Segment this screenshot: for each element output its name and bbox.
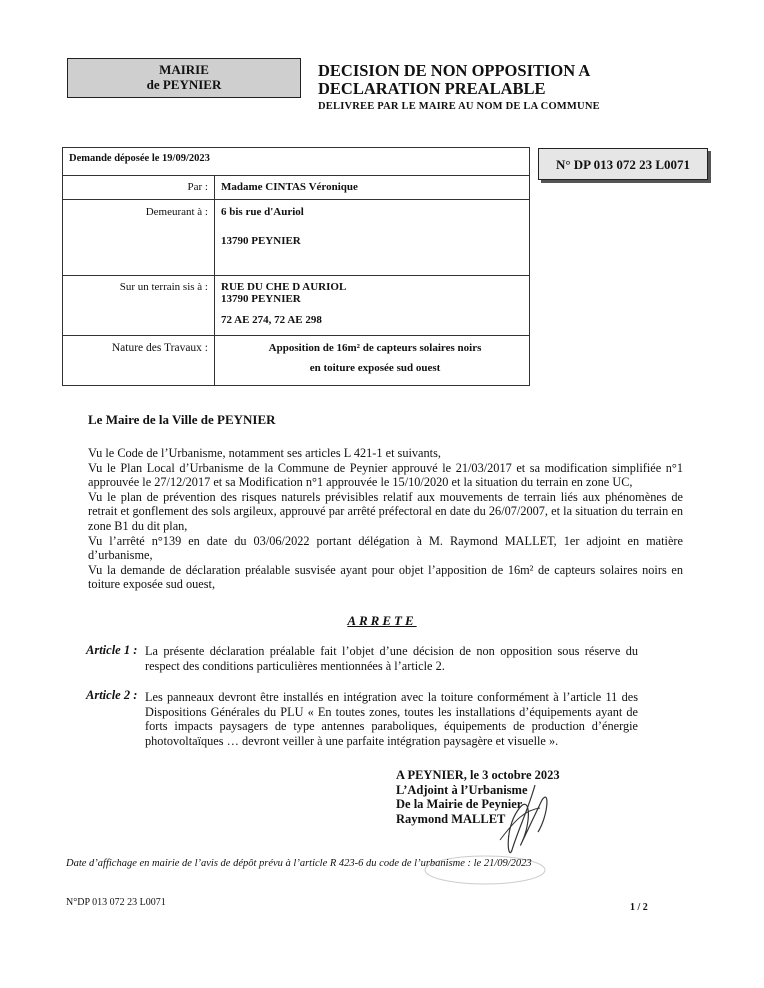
vu-plu: Vu le Plan Local d’Urbanisme de la Commune de Peynier approuvé le 21/03/2017 et sa modification simplifiée n°1 approuvée le 27/12/2017 et sa Modification n°1 approuvée le 15/10/2020 et la situation du terrain en zone UC, xyxy=(88,460,683,490)
title-line2: DECLARATION PREALABLE xyxy=(318,79,546,98)
dossier-number: N° DP 013 072 23 L0071 xyxy=(538,148,708,180)
demande-date: Demande déposée le 19/09/2023 xyxy=(63,148,530,176)
signature-title: L’Adjoint à l’Urbanisme xyxy=(396,782,528,797)
affichage-date: Date d’affichage en mairie de l’avis de dépôt prévu à l’article R 423-6 du code de l’urbanisme : le 21/09/2023 xyxy=(66,858,532,869)
signature-name: Raymond MALLET xyxy=(396,811,506,826)
title-subtitle: DELIVREE PAR LE MAIRE AU NOM DE LA COMMUNE xyxy=(318,101,600,112)
nature-value xyxy=(215,336,530,386)
article1-text: La présente déclaration préalable fait l’objet d’une décision de non opposition sous réserve du respect des conditions particulières mentionnées à l’article 2. xyxy=(145,644,638,673)
terrain-label: Sur un terrain sis à : xyxy=(63,276,215,336)
nature-label: Nature des Travaux : xyxy=(63,336,215,386)
vu-pprn: Vu le plan de prévention des risques naturels prévisibles relatif aux mouvements de terrain liés aux phénomènes de retrait et gonflement des sols argileux, approuvé par arrêté préfectoral en date du 26/07/2007, et la situation du terrain en zone B1 du dit plan, xyxy=(88,489,683,533)
page-number: 1 / 2 xyxy=(630,902,648,913)
signature-place-date: A PEYNIER, le 3 octobre 2023 xyxy=(396,768,560,782)
vu-code-urbanisme: Vu le Code de l’Urbanisme, notamment ses articles L 421-1 et suivants, xyxy=(88,446,441,460)
par-value: Madame CINTAS Véronique xyxy=(215,176,530,200)
nature-line1: Apposition de 16m² de capteurs solaires noirs xyxy=(268,342,482,354)
demeurant-label: Demeurant à : xyxy=(63,200,215,276)
terrain-city: 13790 PEYNIER xyxy=(221,293,301,305)
arrete-heading: ARRETE xyxy=(347,613,417,628)
demeurant-value xyxy=(215,200,530,276)
signature-mairie: De la Mairie de Peynier xyxy=(396,797,523,812)
document-title xyxy=(318,62,590,98)
mairie-line2: de PEYNIER xyxy=(146,77,222,92)
par-label: Par : xyxy=(63,176,215,200)
visas xyxy=(88,446,683,592)
article1-label: Article 1 : xyxy=(86,643,138,657)
demeurant-city: 13790 PEYNIER xyxy=(221,235,301,247)
handwritten-signature xyxy=(400,770,600,895)
vu-arrete-delegation: Vu l’arrêté n°139 en date du 03/06/2022 portant délégation à M. Raymond MALLET, 1er adjoint en matière d’urbanisme, xyxy=(88,533,683,563)
demande-table xyxy=(62,147,530,386)
title-line1: DECISION DE NON OPPOSITION A xyxy=(318,61,591,80)
footer-reference: N°DP 013 072 23 L0071 xyxy=(66,897,166,908)
terrain-parcels: 72 AE 274, 72 AE 298 xyxy=(221,314,322,326)
terrain-street: RUE DU CHE D AURIOL xyxy=(221,281,347,293)
nature-line2: en toiture exposée sud ouest xyxy=(309,362,441,374)
maire-heading: Le Maire de la Ville de PEYNIER xyxy=(88,412,276,427)
article2-label: Article 2 : xyxy=(86,688,138,702)
vu-demande: Vu la demande de déclaration préalable susvisée ayant pour objet l’apposition de 16m² de capteurs solaires noirs en toiture exposée sud ouest, xyxy=(88,562,683,592)
demeurant-street: 6 bis rue d'Auriol xyxy=(221,206,304,218)
mairie-line1: MAIRIE xyxy=(159,62,209,77)
article2-text: Les panneaux devront être installés en intégration avec la toiture conformément à l’article 11 des Dispositions Générales du PLU « En toutes zones, toutes les installations d’équipements ayant de forts impacts paysagers de type antennes paraboliques, équipements de production d’énergie photovoltaïques … devront veiller à une parfaite intégration paysagère et visuelle ». xyxy=(145,690,638,748)
terrain-value xyxy=(215,276,530,336)
mairie-box xyxy=(67,58,301,98)
